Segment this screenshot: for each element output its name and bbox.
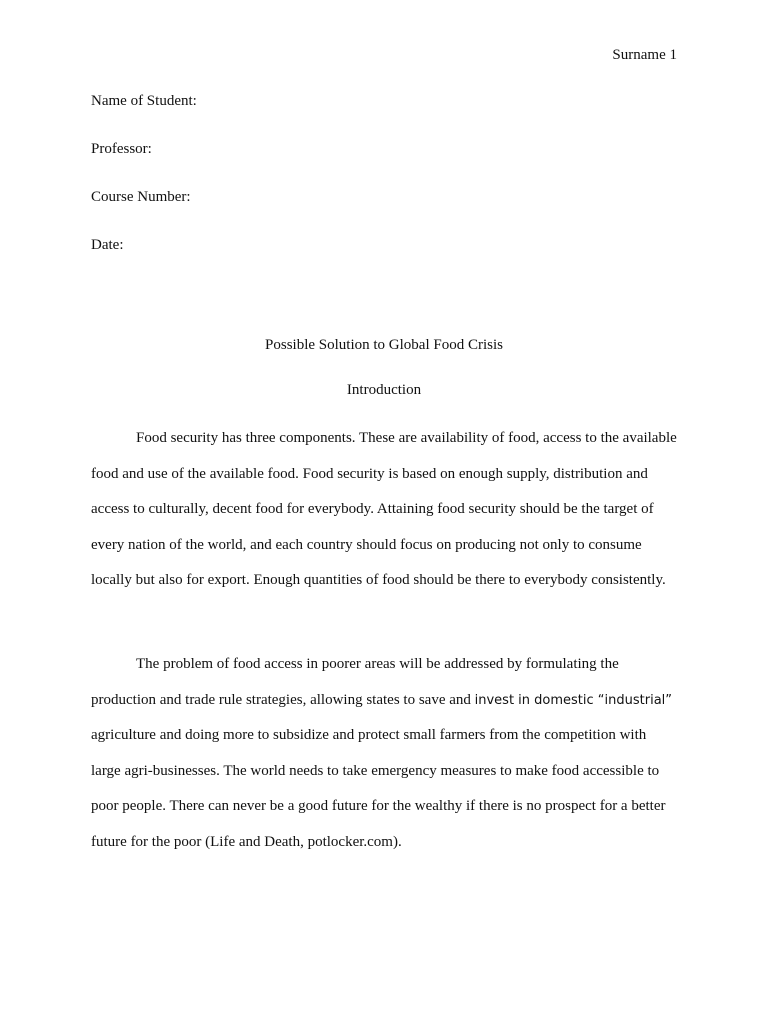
paragraph-2 [91,647,677,861]
introduction-heading: Introduction [346,382,422,398]
date-line: Date: [91,237,124,253]
paragraph-2-start: The problem of food access in poorer areas will be addressed by formulating the production and trade rule strategies, allowing states to save and [91,656,619,708]
paragraph-2-end: agriculture and doing more to subsidize and protect small farmers from the competition with large agri-businesses. The world needs to take emergency measures to make food accessible to poor people. There can never be a good future for the wealthy if there is no prospect for a better future for the poor (Life and Death, potlocker.com). [91,727,666,850]
student-header-block [91,92,677,284]
paragraph-1: Food security has three components. These are availability of food, access to the available food and use of the available food. Food security is based on enough supply, distribution and access to culturally, decent food for everybody. Attaining food security should be the target of every nation of the world, and each country should focus on producing not only to consume locally but also for export. Enough quantities of food should be there to everybody consistently. [91,430,677,589]
running-head: Surname 1 [612,47,677,63]
student-name-line: Name of Student: [91,93,197,109]
course-number-line: Course Number: [91,189,191,205]
professor-line: Professor: [91,141,152,157]
essay-title: Possible Solution to Global Food Crisis [265,337,503,353]
paragraph-2-mixed-font-segment: invest in domestic “industrial” [474,692,673,708]
